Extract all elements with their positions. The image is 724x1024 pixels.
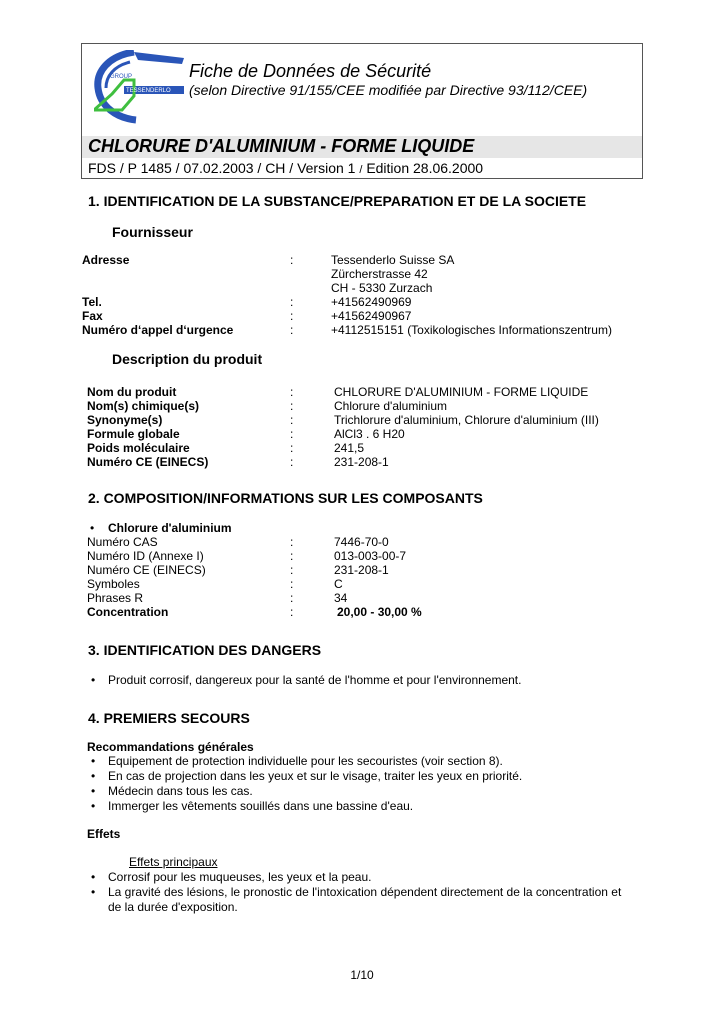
row-value: 231-208-1	[334, 455, 389, 469]
product-row	[0, 413, 724, 428]
row-label: Tel.	[82, 295, 102, 309]
row-value: 7446-70-0	[334, 535, 389, 549]
row-value: 013-003-00-7	[334, 549, 407, 563]
component-name: Chlorure d'aluminium	[108, 521, 232, 535]
row-label: Concentration	[87, 605, 169, 619]
product-description-heading: Description du produit	[112, 351, 263, 367]
row-colon: :	[290, 563, 294, 577]
row-value: Tessenderlo Suisse SA	[331, 253, 455, 267]
product-row	[0, 427, 724, 442]
list-item: La gravité des lésions, le pronostic de l'intoxication dépendent directement de la concentration et	[108, 885, 622, 899]
row-label: Numéro d‘appel d‘urgence	[82, 323, 234, 337]
row-value: CHLORURE D'ALUMINIUM - FORME LIQUIDE	[334, 385, 589, 399]
row-value: C	[334, 577, 343, 591]
row-colon: :	[290, 549, 294, 563]
row-colon: :	[290, 399, 294, 413]
list-item-continuation: de la durée d'exposition.	[108, 900, 238, 914]
row-colon: :	[290, 535, 294, 549]
product-title: CHLORURE D'ALUMINIUM - FORME LIQUIDE	[88, 136, 475, 156]
row-value: AlCl3 . 6 H20	[334, 427, 405, 441]
supplier-row	[0, 295, 724, 310]
page-number: 1/10	[350, 968, 374, 982]
row-label: Symboles	[87, 577, 140, 591]
bullet-icon: •	[91, 870, 96, 884]
supplier-row	[0, 253, 724, 268]
row-colon: :	[290, 309, 294, 323]
row-label: Synonyme(s)	[87, 413, 163, 427]
row-value: +41562490967	[331, 309, 412, 323]
document-subtitle: (selon Directive 91/155/CEE modifiée par Directive 93/112/CEE)	[189, 82, 588, 98]
row-colon: :	[290, 323, 294, 337]
row-value: +41562490969	[331, 295, 412, 309]
composition-row	[0, 535, 724, 550]
list-item: En cas de projection dans les yeux et sur le visage, traiter les yeux en priorité.	[108, 769, 523, 783]
row-label: Numéro CE (EINECS)	[87, 455, 209, 469]
bullet-icon: •	[91, 784, 96, 798]
bullet-icon: •	[91, 769, 96, 783]
product-row	[0, 399, 724, 414]
fds-separator: /	[359, 164, 363, 176]
list-item: Immerger les vêtements souillés dans une bassine d'eau.	[108, 799, 414, 813]
row-label: Formule globale	[87, 427, 180, 441]
row-colon: :	[290, 441, 294, 455]
row-label: Fax	[82, 309, 103, 323]
row-label: Adresse	[82, 253, 130, 267]
section-3-heading: 3. IDENTIFICATION DES DANGERS	[88, 642, 322, 658]
main-effects-heading: Effets principaux	[129, 855, 218, 869]
svg-text:TESSENDERLO: TESSENDERLO	[126, 88, 171, 94]
row-label: Numéro CE (EINECS)	[87, 563, 206, 577]
row-colon: :	[290, 385, 294, 399]
row-label: Poids moléculaire	[87, 441, 190, 455]
row-value: +4112515151 (Toxikologisches Informationszentrum)	[331, 323, 612, 337]
row-value: CH - 5330 Zurzach	[331, 281, 433, 295]
document-title: Fiche de Données de Sécurité	[189, 61, 432, 81]
list-item: Médecin dans tous les cas.	[108, 784, 253, 798]
composition-row	[0, 591, 724, 606]
general-recommendations-heading: Recommandations générales	[87, 740, 254, 754]
row-colon: :	[290, 253, 294, 267]
row-colon: :	[290, 413, 294, 427]
supplier-row	[0, 309, 724, 324]
row-colon: :	[290, 591, 294, 605]
composition-row	[0, 605, 724, 620]
supplier-row	[0, 281, 724, 296]
row-label: Nom du produit	[87, 385, 177, 399]
composition-row	[0, 549, 724, 564]
row-label: Numéro CAS	[87, 535, 158, 549]
row-label: Nom(s) chimique(s)	[87, 399, 200, 413]
bullet-icon: •	[91, 673, 96, 687]
section-2-heading: 2. COMPOSITION/INFORMATIONS SUR LES COMPOSANTS	[88, 490, 483, 506]
tessenderlo-logo	[94, 50, 186, 126]
component-row	[0, 521, 724, 536]
row-value: Chlorure d'aluminium	[334, 399, 448, 413]
section-1-heading: 1. IDENTIFICATION DE LA SUBSTANCE/PREPARATION ET DE LA SOCIETE	[88, 193, 587, 209]
row-value: Zürcherstrasse 42	[331, 267, 428, 281]
row-colon: :	[290, 577, 294, 591]
row-value: Trichlorure d'aluminium, Chlorure d'aluminium (III)	[334, 413, 599, 427]
row-colon: :	[290, 455, 294, 469]
bullet-icon: •	[91, 799, 96, 813]
supplier-heading: Fournisseur	[112, 224, 193, 240]
row-value: 20,00 - 30,00 %	[337, 605, 422, 619]
composition-row	[0, 577, 724, 592]
bullet-icon: •	[91, 754, 96, 768]
product-row	[0, 385, 724, 400]
fds-main: FDS / P 1485 / 07.02.2003 / CH / Version 1	[88, 160, 356, 176]
row-value: 241,5	[334, 441, 365, 455]
list-item: Corrosif pour les muqueuses, les yeux et la peau.	[108, 870, 372, 884]
bullet-icon: •	[91, 885, 96, 899]
product-row	[0, 441, 724, 456]
svg-text:GROUP: GROUP	[110, 74, 133, 80]
row-label: Phrases R	[87, 591, 144, 605]
fds-edition: Edition 28.06.2000	[366, 160, 484, 176]
row-value: 231-208-1	[334, 563, 389, 577]
fds-reference	[88, 160, 483, 176]
section-4-heading: 4. PREMIERS SECOURS	[88, 710, 250, 726]
supplier-row	[0, 267, 724, 282]
list-item: Equipement de protection individuelle pour les secouristes (voir section 8).	[108, 754, 503, 768]
bullet-icon: •	[90, 521, 95, 535]
row-colon: :	[290, 295, 294, 309]
row-colon: :	[290, 605, 294, 619]
product-row	[0, 455, 724, 470]
composition-row	[0, 563, 724, 578]
supplier-row	[0, 323, 724, 338]
row-value: 34	[334, 591, 348, 605]
effects-heading: Effets	[87, 827, 121, 841]
danger-item: Produit corrosif, dangereux pour la santé de l'homme et pour l'environnement.	[108, 673, 522, 687]
row-label: Numéro ID (Annexe I)	[87, 549, 204, 563]
row-colon: :	[290, 427, 294, 441]
